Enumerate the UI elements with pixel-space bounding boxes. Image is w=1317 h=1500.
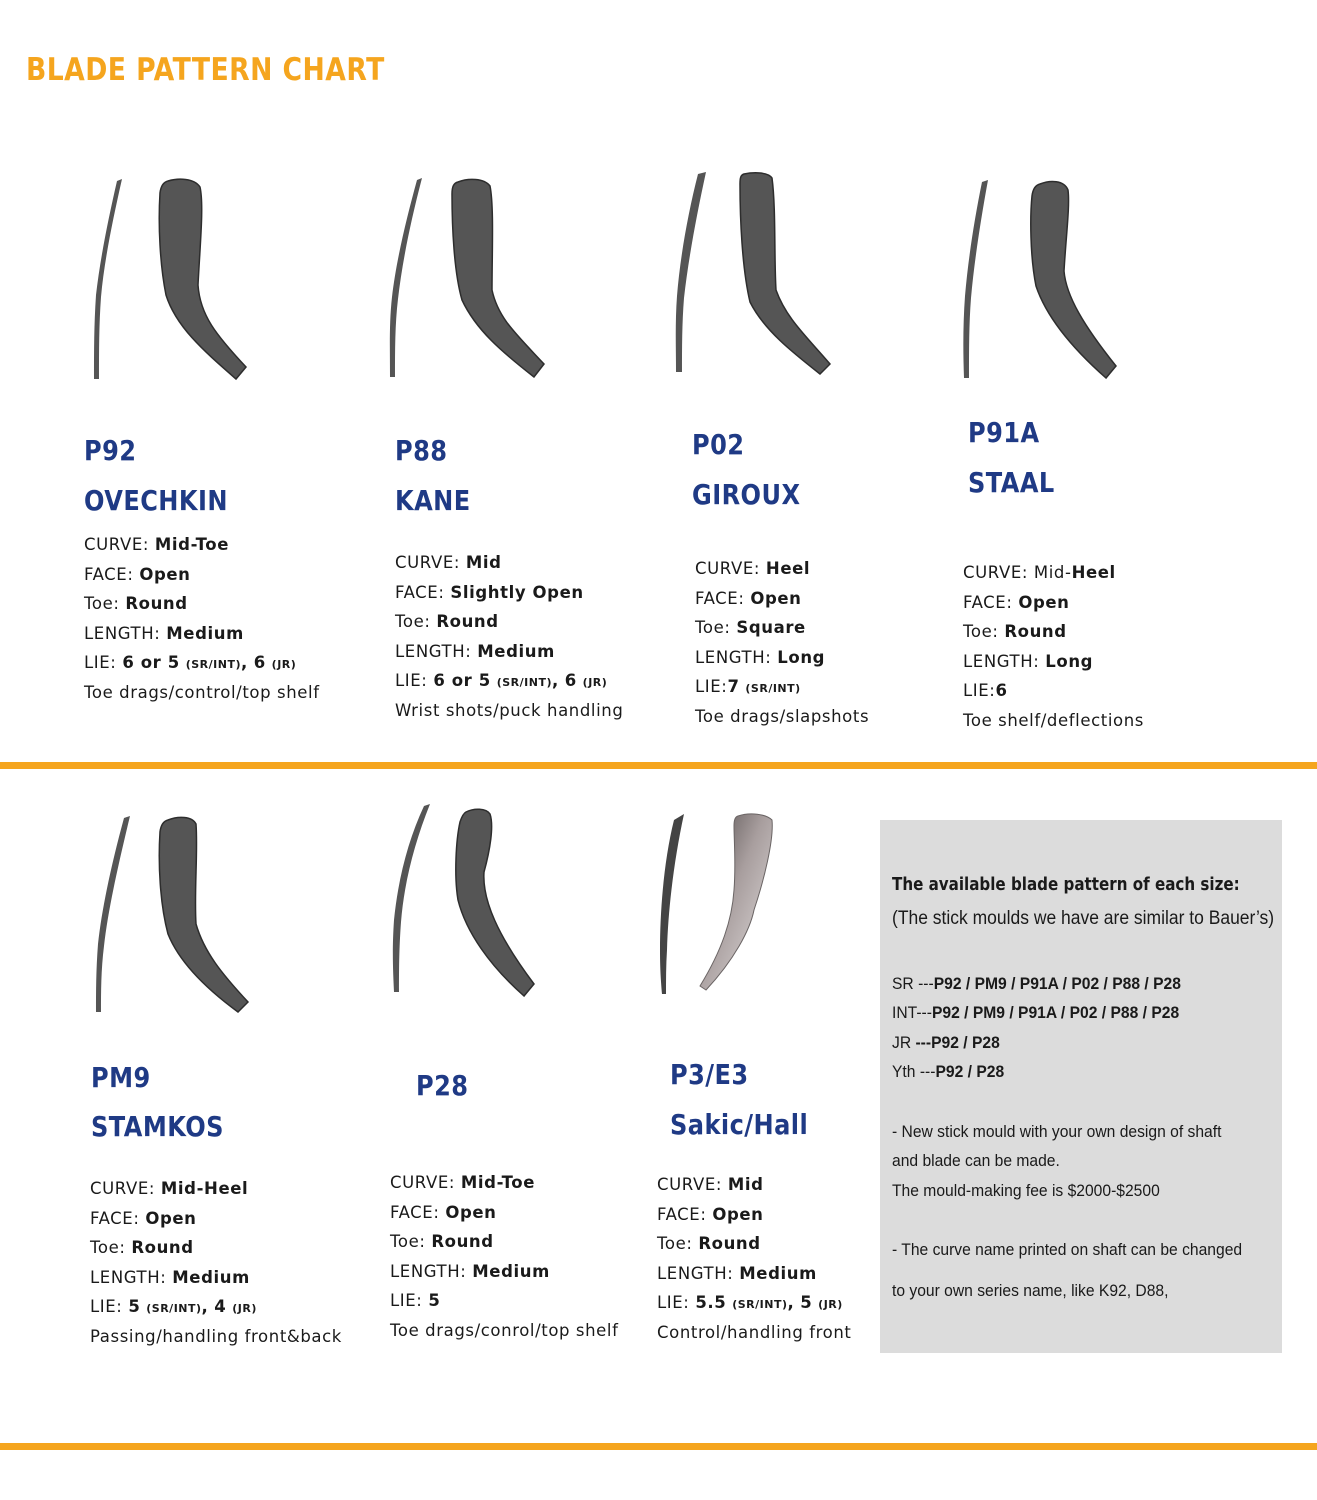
- blade-image-p28: [386, 800, 546, 1000]
- pattern-code: P02: [692, 428, 745, 461]
- player-name: STAMKOS: [91, 1110, 224, 1143]
- pattern-specs: CURVE: Heel FACE: Open Toe: Square LENGTH: Long LIE:7 (SR/INT) Toe drags/slapshots: [695, 559, 870, 726]
- pattern-code: P91A: [968, 416, 1040, 449]
- pattern-code: P88: [395, 434, 448, 467]
- pattern-code: PM9: [91, 1061, 151, 1094]
- size-row-jr: JR ---P92 / P28: [892, 1033, 1000, 1052]
- size-row-yth: Yth ---P92 / P28: [892, 1062, 1005, 1081]
- pattern-specs: CURVE: Mid FACE: Open Toe: Round LENGTH: Medium LIE: 5.5 (SR/INT), 5 (JR) Control/handling front: [657, 1175, 852, 1342]
- pattern-specs: CURVE: Mid-Heel FACE: Open Toe: Round LENGTH: Long LIE:6 Toe shelf/deflections: [963, 563, 1144, 730]
- player-name: Sakic/Hall: [670, 1108, 809, 1141]
- player-name: GIROUX: [692, 478, 801, 511]
- pattern-code: P92: [84, 434, 137, 467]
- blade-image-p92: [86, 175, 256, 385]
- blade-image-pm9: [88, 812, 258, 1017]
- mould-fee-note: The mould-making fee is $2000-$2500: [892, 1181, 1160, 1200]
- bottom-divider: [0, 1443, 1317, 1450]
- player-name: KANE: [395, 484, 471, 517]
- curve-name-note: - The curve name printed on shaft can be changed: [892, 1240, 1243, 1259]
- size-row-int: INT---P92 / PM9 / P91A / P02 / P88 / P28: [892, 1003, 1180, 1022]
- blade-image-p02: [668, 168, 838, 378]
- pattern-specs: CURVE: Mid FACE: Slightly Open Toe: Round LENGTH: Medium LIE: 6 or 5 (SR/INT), 6 (JR) Wrist shots/puck handling: [395, 553, 624, 720]
- section-divider: [0, 762, 1317, 769]
- player-name: OVECHKIN: [84, 484, 228, 517]
- blade-image-p3-e3: [654, 810, 784, 1000]
- size-row-sr: SR ---P92 / PM9 / P91A / P02 / P88 / P28: [892, 974, 1181, 993]
- pattern-code: P28: [416, 1069, 469, 1102]
- custom-mould-note: and blade can be made.: [892, 1151, 1060, 1170]
- curve-name-note: to your own series name, like K92, D88,: [892, 1281, 1169, 1300]
- custom-mould-note: - New stick mould with your own design of shaft: [892, 1122, 1222, 1141]
- size-availability-panel: [880, 820, 1282, 1353]
- blade-image-p88: [382, 172, 552, 382]
- page-title: BLADE PATTERN CHART: [26, 52, 385, 88]
- panel-subheading: (The stick moulds we have are similar to Bauer’s): [892, 908, 1275, 929]
- blade-image-p91a: [952, 176, 1122, 386]
- panel-heading: The available blade pattern of each size:: [892, 874, 1240, 895]
- pattern-specs: CURVE: Mid-Heel FACE: Open Toe: Round LENGTH: Medium LIE: 5 (SR/INT), 4 (JR) Passing/handling front&back: [90, 1179, 342, 1346]
- pattern-specs: CURVE: Mid-Toe FACE: Open Toe: Round LENGTH: Medium LIE: 5 Toe drags/conrol/top shelf: [390, 1173, 619, 1340]
- pattern-specs: CURVE: Mid-Toe FACE: Open Toe: Round LENGTH: Medium LIE: 6 or 5 (SR/INT), 6 (JR) Toe drags/control/top shelf: [84, 535, 320, 702]
- pattern-code: P3/E3: [670, 1058, 749, 1091]
- player-name: STAAL: [968, 466, 1055, 499]
